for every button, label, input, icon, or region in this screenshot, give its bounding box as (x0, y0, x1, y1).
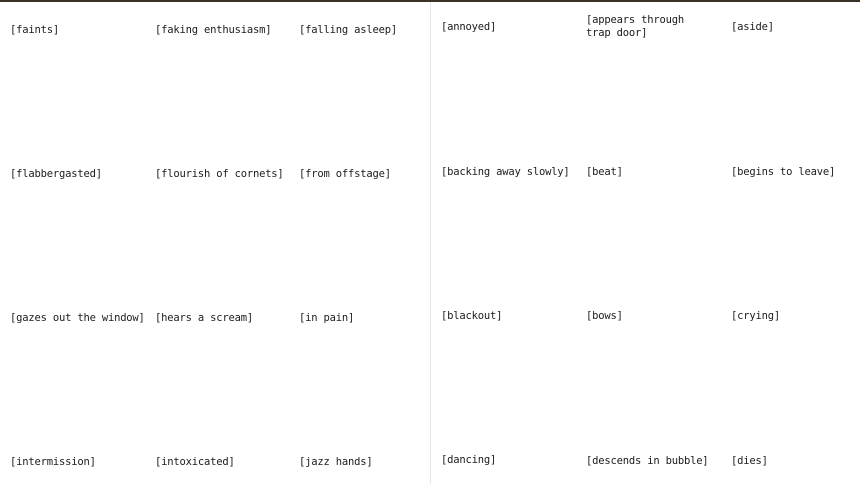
card-falling-asleep: [falling asleep] (299, 24, 397, 36)
card-appears-through-trap-door: [appears through trap door] (586, 14, 684, 39)
card-intoxicated: [intoxicated] (155, 456, 235, 468)
card-flourish-of-cornets: [flourish of cornets] (155, 168, 284, 180)
card-flabbergasted: [flabbergasted] (10, 168, 102, 180)
left-page (0, 2, 430, 484)
card-crying: [crying] (731, 310, 780, 322)
card-annoyed: [annoyed] (441, 21, 497, 33)
card-faking-enthusiasm: [faking enthusiasm] (155, 24, 272, 36)
card-dancing: [dancing] (441, 454, 497, 466)
card-beat: [beat] (586, 166, 623, 178)
card-bows: [bows] (586, 310, 623, 322)
right-page (431, 2, 860, 484)
card-intermission: [intermission] (10, 456, 96, 468)
card-backing-away-slowly: [backing away slowly] (441, 166, 570, 178)
card-in-pain: [in pain] (299, 312, 355, 324)
card-descends-in-bubble: [descends in bubble] (586, 455, 709, 467)
card-begins-to-leave: [begins to leave] (731, 166, 836, 178)
card-hears-a-scream: [hears a scream] (155, 312, 253, 324)
card-jazz-hands: [jazz hands] (299, 456, 373, 468)
card-gazes-out-the-window: [gazes out the window] (10, 312, 145, 324)
card-from-offstage: [from offstage] (299, 168, 391, 180)
card-faints: [faints] (10, 24, 59, 36)
card-blackout: [blackout] (441, 310, 503, 322)
card-dies: [dies] (731, 455, 768, 467)
card-aside: [aside] (731, 21, 774, 33)
